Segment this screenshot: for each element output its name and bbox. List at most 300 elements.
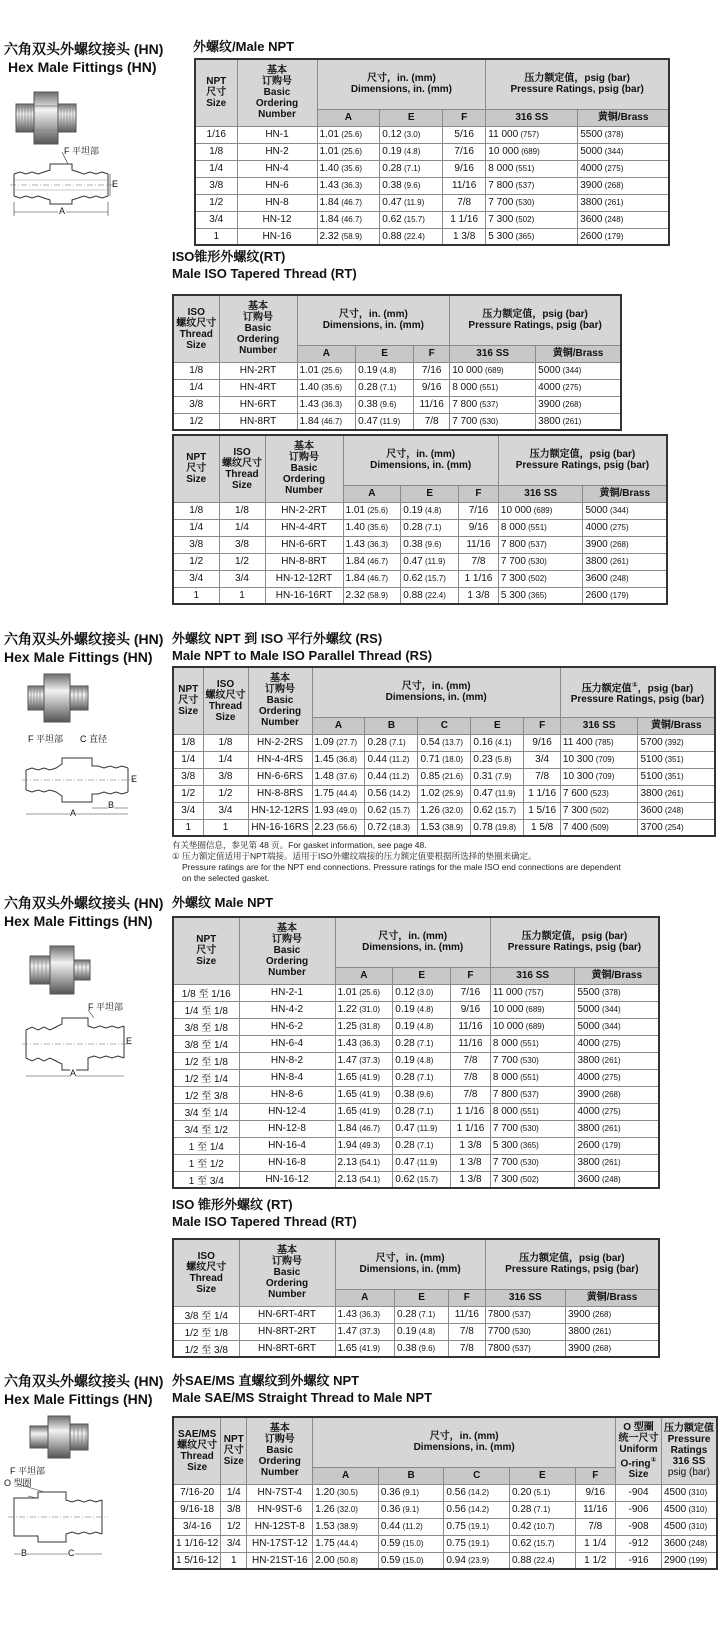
table-row <box>173 751 715 768</box>
table-cell: 1/2 <box>173 785 203 802</box>
table-cell: HN-6RT <box>219 396 297 413</box>
table-cell: 7/8 <box>451 1086 491 1103</box>
table-cell: 1 <box>219 587 265 604</box>
label-a: A <box>70 808 77 818</box>
table-cell: 9/16 <box>459 519 499 536</box>
table-cell: 1 <box>195 228 237 245</box>
table-row <box>173 1069 659 1086</box>
table-cell: 1 3/8 <box>451 1154 491 1171</box>
table-cell: 0.47 (11.9) <box>393 1154 451 1171</box>
table-cell: 0.20 (5.1) <box>510 1484 576 1501</box>
table-reducing-rt: ISO 螺纹尺寸 Thread Size 基本 订购号 Basic Ordering Number 尺寸，in. (mm) Dimensions, in. (mm) 压力额定值，psig (bar) Pressure Ratings, psig (bar) A E F 316 SS 黄铜/Brass 3/8 至 1/4 HN-6RT-4RT 1.43 (36.3) 0.28 (7.1) 11/16 7800 (537) 3900 (268) 1/2 至 1/8 HN-8RT-2RT 1.47 (37.3) 0.19 (4.8) 7/8 7700 (530) 3800 (261) 1/2 至 3/8 HN-8RT-6RT 1.65 (41.9) 0.38 (9.6) 7/8 7800 (537) 3900 (268) <box>172 1238 660 1358</box>
table-cell: 2600 (179) <box>583 587 667 604</box>
table-cell: 1/2 <box>221 1518 247 1535</box>
table-cell: 1.01 (25.6) <box>317 143 380 160</box>
table-cell: 9/16-18 <box>173 1501 221 1518</box>
table-cell: 0.38 (9.6) <box>393 1086 451 1103</box>
table-cell: 0.88 (22.4) <box>380 228 443 245</box>
table-row <box>173 1001 659 1018</box>
table-row <box>195 194 669 211</box>
table-cell: 3/4 <box>524 751 561 768</box>
table-cell: 5100 (351) <box>638 751 715 768</box>
table-cell: 0.75 (19.1) <box>444 1518 510 1535</box>
table-cell: 8 000 (551) <box>486 160 578 177</box>
table-cell: 3900 (268) <box>565 1340 659 1357</box>
table-cell: 1.43 (36.3) <box>317 177 380 194</box>
table-cell: 0.19 (4.8) <box>393 1052 451 1069</box>
table-cell: 1 3/8 <box>459 587 499 604</box>
table-cell: 0.38 (9.6) <box>380 177 443 194</box>
table-reducing-npt: NPT 尺寸 Size 基本 订购号 Basic Ordering Number 尺寸，in. (mm) Dimensions, in. (mm) 压力额定值，psig (bar) Pressure Ratings, psig (bar) A E F 316 SS 黄铜/Brass 1/8 至 1/16 HN-2-1 1.01 (25.6) 0.12 (3.0) 7/16 11 000 (757) 5500 (378) 1/4 至 1/8 HN-4-2 1.22 (31.0) 0.19 (4.8) 9/16 10 000 (689) 5000 (344) 3/8 至 1/8 HN-6-2 1.25 (31.8) 0.19 (4.8) 11/16 10 000 (689) 5000 (344) 3/8 至 1/4 HN-6-4 1.43 (36.3) 0.28 (7.1) 11/16 8 000 (551) 4000 (275) 1/2 至 1/8 HN-8-2 1.47 (37.3) 0.19 (4.8) 7/8 7 700 (530) 3800 (261) 1/2 至 1/4 HN-8-4 1.65 (41.9) 0.28 (7.1) 7/8 8 000 (551) 4000 (275) 1/2 至 3/8 HN-8-6 1.65 (41.9) 0.38 (9.6) 7/8 7 800 (537) 3900 (268) 3/4 至 1/4 HN-12-4 1.65 (41.9) 0.28 (7.1) 1 1/16 8 000 (551) 4000 (275) 3/4 至 1/2 HN-12-8 1.84 (46.7) 0.47 (11.9) 1 1/16 7 700 (530) 3800 (261) 1 至 1/4 HN-16-4 1.94 (49.3) 0.28 (7.1) 1 3/8 5 300 (365) 2600 (179) 1 至 1/2 HN-16-8 2.13 (54.1) 0.47 (11.9) 1 3/8 7 700 (530) 3800 (261) 1 至 3/4 HN-16-12 2.13 (54.1) 0.62 (15.7) 1 3/8 7 300 (502) 3600 (248) <box>172 916 660 1189</box>
label-a: A <box>59 206 66 216</box>
table-cell: 2.32 (58.9) <box>343 587 401 604</box>
table-cell: 5000 (344) <box>575 1018 659 1035</box>
table-iso-rt: ISO 螺纹尺寸 Thread Size 基本 订购号 Basic Ordering Number 尺寸，in. (mm) Dimensions, in. (mm) 压力额定值，psig (bar) Pressure Ratings, psig (bar) A E F 316 SS 黄铜/Brass 1/8 HN-2RT 1.01 (25.6) 0.19 (4.8) 7/16 10 000 (689) 5000 (344) 1/4 HN-4RT 1.40 (35.6) 0.28 (7.1) 9/16 8 000 (551) 4000 (275) 3/8 HN-6RT 1.43 (36.3) 0.38 (9.6) 11/16 7 800 (537) 3900 (268) 1/2 HN-8RT 1.84 (46.7) 0.47 (11.9) 7/8 7 700 (530) 3800 (261) <box>172 294 622 431</box>
table-cell: 1 1/2 <box>575 1552 615 1569</box>
table-cell: 1.93 (49.0) <box>312 802 365 819</box>
table-cell: 1 至 1/4 <box>173 1137 239 1154</box>
table-cell: 3/8 <box>173 396 219 413</box>
table-cell: 0.38 (9.6) <box>395 1340 449 1357</box>
table-cell: 0.44 (11.2) <box>365 751 418 768</box>
table-cell: 1.40 (35.6) <box>343 519 401 536</box>
table-cell: HN-2RT <box>219 362 297 379</box>
table-cell: HN-16-12 <box>239 1171 335 1188</box>
table-row <box>173 519 667 536</box>
table-cell: 5000 (344) <box>578 143 669 160</box>
table-cell: HN-4 <box>237 160 317 177</box>
table-cell: 4500 (310) <box>662 1518 718 1535</box>
table-cell: 7/8 <box>414 413 450 430</box>
table-row <box>173 1518 717 1535</box>
table-cell: 11/16 <box>451 1035 491 1052</box>
table-cell: HN-8RT-2RT <box>239 1323 335 1340</box>
table-row <box>173 413 621 430</box>
table-cell: 7/16 <box>443 143 486 160</box>
table-cell: 1.84 (46.7) <box>317 211 380 228</box>
table-row <box>173 1137 659 1154</box>
table-cell: 1.65 (41.9) <box>335 1086 393 1103</box>
table-cell: 1.65 (41.9) <box>335 1069 393 1086</box>
table-cell: -904 <box>616 1484 662 1501</box>
table-cell: 1.84 (46.7) <box>335 1120 393 1137</box>
table-cell: 1 1/16 <box>459 570 499 587</box>
table-cell: HN-6-2 <box>239 1018 335 1035</box>
table-cell: 9/16 <box>451 1001 491 1018</box>
table2-title: ISO 锥形外螺纹 (RT) Male ISO Tapered Thread (RT) <box>172 1197 357 1229</box>
table-npt-iso-rt: NPT 尺寸 Size ISO 螺纹尺寸 Thread Size 基本 订购号 Basic Ordering Number 尺寸，in. (mm) Dimensions, in. (mm) 压力额定值，psig (bar) Pressure Ratings, psig (bar) A E F 316 SS 黄铜/Brass 1/8 1/8 HN-2-2RT 1.01 (25.6) 0.19 (4.8) 7/16 10 000 (689) 5000 (344) 1/4 1/4 HN-4-4RT 1.40 (35.6) 0.28 (7.1) 9/16 8 000 (551) 4000 (275) 3/8 3/8 HN-6-6RT 1.43 (36.3) 0.38 (9.6) 11/16 7 800 (537) 3900 (268) 1/2 1/2 HN-8-8RT 1.84 (46.7) 0.47 (11.9) 7/8 7 700 (530) 3800 (261) 3/4 3/4 HN-12-12RT 1.84 (46.7) 0.62 (15.7) 1 1/16 7 300 (502) 3600 (248) 1 1 HN-16-16RT 2.32 (58.9) 0.88 (22.4) 1 3/8 5 300 (365) 2600 (179) <box>172 434 668 605</box>
table-cell: 7 600 (523) <box>560 785 638 802</box>
table-row <box>173 1154 659 1171</box>
table-cell: 0.78 (19.8) <box>471 819 524 836</box>
table-cell: 10 000 (689) <box>490 1018 575 1035</box>
table-cell: 1/8 <box>195 143 237 160</box>
label-f: F 平坦部 <box>28 734 63 744</box>
table-cell: 7/8 <box>575 1518 615 1535</box>
note-pressure-en: Pressure ratings are for the NPT end connections. Pressure ratings for the male ISO end connections are dependent <box>182 862 621 872</box>
table-cell: HN-2 <box>237 143 317 160</box>
table-cell: 1 5/8 <box>524 819 561 836</box>
table-cell: 9/16 <box>443 160 486 177</box>
table-cell: 1/16 <box>195 126 237 143</box>
table-cell: 8 000 (551) <box>490 1103 575 1120</box>
table-cell: HN-12-4 <box>239 1103 335 1120</box>
h-order: 基本 订购号 Basic Ordering Number <box>237 59 317 126</box>
label-f: F 平坦部 <box>88 1002 123 1012</box>
h-pressure: 压力额定值，psig (bar) Pressure Ratings, psig (bar) <box>486 59 669 109</box>
table-cell: 7 800 (537) <box>450 396 536 413</box>
table-cell: 11 000 (757) <box>490 984 575 1001</box>
table-cell: HN-6-6RS <box>248 768 312 785</box>
table-cell: 3900 (268) <box>575 1086 659 1103</box>
table-cell: 11/16 <box>459 536 499 553</box>
note-gasket: 有关垫圈信息，参见第 48 页。For gasket information, see page 48. <box>172 840 427 850</box>
table-cell: 3/8 <box>203 768 248 785</box>
table-sae-npt: SAE/MS 螺纹尺寸 Thread Size NPT 尺寸 Size 基本 订购号 Basic Ordering Number 尺寸，in. (mm) Dimensions, in. (mm) O 型圈 统一尺寸 Uniform O-ring① Size 压力额定值 Pressure Ratings 316 SS psig (bar) A B C E F 7/16-20 1/4 HN-7ST-4 1.20 (30.5) 0.36 (9.1) 0.56 (14.2) 0.20 (5.1) 9/16 -904 4500 (310) 9/16-18 3/8 HN-9ST-6 1.26 (32.0) 0.36 (9.1) 0.56 (14.2) 0.28 (7.1) 11/16 -906 4500 (310) 3/4-16 1/2 HN-12ST-8 1.53 (38.9) 0.44 (11.2) 0.75 (19.1) 0.42 (10.7) 7/8 -908 4500 (310) 1 1/16-12 3/4 HN-17ST-12 1.75 (44.4) 0.59 (15.0) 0.75 (19.1) 0.62 (15.7) 1 1/4 -912 3600 (248) 1 5/16-12 1 HN-21ST-16 2.00 (50.8) 0.59 (15.0) 0.94 (23.9) 0.88 (22.4) 1 1/2 -916 2900 (199) <box>172 1416 718 1570</box>
table-cell: 1/2 至 3/8 <box>173 1086 239 1103</box>
table-cell: 3900 (268) <box>536 396 621 413</box>
table-cell: 4000 (275) <box>575 1035 659 1052</box>
table-cell: 1.45 (36.8) <box>312 751 365 768</box>
table-cell: 3600 (248) <box>578 211 669 228</box>
table-cell: 3/4 <box>173 570 219 587</box>
table-row <box>173 553 667 570</box>
table-cell: 0.47 (11.9) <box>393 1120 451 1137</box>
label-a: A <box>70 1068 77 1078</box>
table-row <box>173 502 667 519</box>
table-row <box>173 1052 659 1069</box>
table-cell: 3700 (254) <box>638 819 715 836</box>
table-cell: 11/16 <box>449 1306 486 1323</box>
table-cell: 10 000 (689) <box>498 502 583 519</box>
table-cell: 1 3/8 <box>451 1137 491 1154</box>
fitting-photo <box>22 670 94 726</box>
table-cell: 0.23 (5.8) <box>471 751 524 768</box>
table-cell: 1/8 <box>219 502 265 519</box>
table-cell: 0.12 (3.0) <box>380 126 443 143</box>
table-cell: 1.84 (46.7) <box>343 570 401 587</box>
table-cell: HN-12ST-8 <box>247 1518 313 1535</box>
note-pressure-cn: ① 压力额定值适用于NPT端接。适用于ISO外螺纹端接的压力额定值要根据所选择的垫圈来确定。 <box>172 851 537 861</box>
table-cell: 7800 (537) <box>485 1340 565 1357</box>
table-cell: 0.28 (7.1) <box>356 379 414 396</box>
table-row <box>195 228 669 245</box>
table-cell: 1 3/8 <box>443 228 486 245</box>
table-cell: 1 <box>221 1552 247 1569</box>
table-cell: 1 至 3/4 <box>173 1171 239 1188</box>
table-cell: 5/16 <box>443 126 486 143</box>
table-cell: 0.28 (7.1) <box>401 519 459 536</box>
table-cell: 7/8 <box>449 1323 486 1340</box>
table-cell: HN-16-16RS <box>248 819 312 836</box>
table-cell: 3900 (268) <box>578 177 669 194</box>
table-cell: HN-1 <box>237 126 317 143</box>
table-cell: 1/4 <box>219 519 265 536</box>
table-cell: 3800 (261) <box>575 1052 659 1069</box>
table-cell: 7/8 <box>449 1340 486 1357</box>
section-title: 六角双头外螺纹接头 (HN) Hex Male Fittings (HN) <box>4 1373 164 1407</box>
table-row <box>173 984 659 1001</box>
table-cell: 0.19 (4.8) <box>393 1018 451 1035</box>
table-cell: 3/4 <box>195 211 237 228</box>
table-row <box>173 768 715 785</box>
section-title: 六角双头外螺纹接头 (HN) Hex Male Fittings (HN) <box>4 895 164 929</box>
table-npt-iso-rs: NPT 尺寸 Size ISO 螺纹尺寸 Thread Size 基本 订购号 Basic Ordering Number 尺寸，in. (mm) Dimensions, in. (mm) 压力额定值①，psig (bar) Pressure Ratings, psig (bar) A B C E F 316 SS 黄铜/Brass 1/8 1/8 HN-2-2RS 1.09 (27.7) 0.28 (7.1) 0.54 (13.7) 0.16 (4.1) 9/16 11 400 (785) 5700 (392) 1/4 1/4 HN-4-4RS 1.45 (36.8) 0.44 (11.2) 0.71 (18.0) 0.23 (5.8) 3/4 10 300 (709) 5100 (351) 3/8 3/8 HN-6-6RS 1.48 (37.6) 0.44 (11.2) 0.85 (21.6) 0.31 (7.9) 7/8 10 300 (709) 5100 (351) 1/2 1/2 HN-8-8RS 1.75 (44.4) 0.56 (14.2) 1.02 (25.9) 0.47 (11.9) 1 1/16 7 600 (523) 3800 (261) 3/4 3/4 HN-12-12RS 1.93 (49.0) 0.62 (15.7) 1.26 (32.0) 0.62 (15.7) 1 5/16 7 300 (502) 3600 (248) 1 1 HN-16-16RS 2.23 (56.6) 0.72 (18.3) 1.53 (38.9) 0.78 (19.8) 1 5/8 7 400 (509) 3700 (254) <box>172 666 716 837</box>
h-size: NPT 尺寸 Size <box>195 59 237 126</box>
table-cell: 1/8 至 1/16 <box>173 984 239 1001</box>
table-cell: HN-16 <box>237 228 317 245</box>
table-cell: 1/4 <box>203 751 248 768</box>
table-row <box>195 177 669 194</box>
table-cell: 1 3/8 <box>451 1171 491 1188</box>
table-cell: HN-9ST-6 <box>247 1501 313 1518</box>
section-subtitle: 外SAE/MS 直螺纹到外螺纹 NPT Male SAE/MS Straight Thread to Male NPT <box>172 1373 433 1405</box>
table-cell: 1/4 至 1/8 <box>173 1001 239 1018</box>
table-cell: HN-21ST-16 <box>247 1552 313 1569</box>
table-cell: 1 5/16 <box>524 802 561 819</box>
table-cell: 10 300 (709) <box>560 751 638 768</box>
table-cell: HN-12 <box>237 211 317 228</box>
table-cell: 1 <box>173 819 203 836</box>
table-cell: 3/4 <box>173 802 203 819</box>
table-cell: 0.71 (18.0) <box>418 751 471 768</box>
table-cell: HN-2-1 <box>239 984 335 1001</box>
table-row <box>173 1018 659 1035</box>
table-cell: 3/8 至 1/8 <box>173 1018 239 1035</box>
section-hn-male-npt <box>0 0 720 610</box>
table-row <box>173 396 621 413</box>
table-cell: 7/16 <box>414 362 450 379</box>
table-cell: 0.16 (4.1) <box>471 734 524 751</box>
table-cell: 5100 (351) <box>638 768 715 785</box>
table-cell: 0.42 (10.7) <box>510 1518 576 1535</box>
table-cell: 7/16 <box>459 502 499 519</box>
table-cell: 0.47 (11.9) <box>401 553 459 570</box>
notes <box>172 840 712 884</box>
label-f: F 平坦部 <box>10 1466 45 1476</box>
table-cell: 11/16 <box>443 177 486 194</box>
table-cell: 1/8 <box>173 502 219 519</box>
table-cell: 7 700 (530) <box>490 1154 575 1171</box>
fitting-drawing <box>22 996 142 1080</box>
table-cell: 7/8 <box>524 768 561 785</box>
table-cell: 0.62 (15.7) <box>401 570 459 587</box>
table-cell: 4000 (275) <box>575 1069 659 1086</box>
table-cell: 5 300 (365) <box>498 587 583 604</box>
label-e: E <box>131 774 138 784</box>
table-row <box>173 819 715 836</box>
table-cell: 3600 (248) <box>575 1171 659 1188</box>
table-cell: 7 800 (537) <box>490 1086 575 1103</box>
table-cell: 11/16 <box>414 396 450 413</box>
table-cell: 5500 (378) <box>575 984 659 1001</box>
table-cell: 1/4 <box>173 519 219 536</box>
table-cell: 0.28 (7.1) <box>393 1137 451 1154</box>
table-cell: 1/2 至 1/8 <box>173 1323 239 1340</box>
fitting-photo <box>26 1412 92 1462</box>
table-cell: 1.75 (44.4) <box>312 785 365 802</box>
table-cell: 11/16 <box>451 1018 491 1035</box>
table-cell: 7/8 <box>451 1052 491 1069</box>
table-cell: 4000 (275) <box>578 160 669 177</box>
table-cell: HN-4-2 <box>239 1001 335 1018</box>
table-cell: 0.19 (4.8) <box>380 143 443 160</box>
table-cell: 0.31 (7.9) <box>471 768 524 785</box>
table-cell: 7 700 (530) <box>498 553 583 570</box>
table-cell: HN-8-2 <box>239 1052 335 1069</box>
section-title-en: Hex Male Fittings (HN) <box>8 59 157 75</box>
table1-title: 外螺纹/Male NPT <box>193 39 295 54</box>
table-cell: 3/4 至 1/4 <box>173 1103 239 1120</box>
table-cell: 0.36 (9.1) <box>378 1484 444 1501</box>
table-cell: 0.54 (13.7) <box>418 734 471 751</box>
label-o: O 型圈 <box>4 1478 32 1488</box>
table-cell: 1/4 <box>173 751 203 768</box>
table-cell: 1.02 (25.9) <box>418 785 471 802</box>
table-cell: HN-12-12RS <box>248 802 312 819</box>
table-row <box>173 1035 659 1052</box>
table-cell: 3900 (268) <box>583 536 667 553</box>
table-cell: 1.25 (31.8) <box>335 1018 393 1035</box>
label-c: C <box>68 1548 75 1558</box>
table-cell: 1.84 (46.7) <box>317 194 380 211</box>
table-cell: HN-8 <box>237 194 317 211</box>
table-row <box>173 1552 717 1569</box>
table-cell: 0.56 (14.2) <box>444 1501 510 1518</box>
table-cell: -916 <box>616 1552 662 1569</box>
table-row <box>195 126 669 143</box>
table-cell: -906 <box>616 1501 662 1518</box>
table-row <box>173 536 667 553</box>
table-cell: 1.40 (35.6) <box>297 379 356 396</box>
label-e: E <box>126 1036 133 1046</box>
table-cell: 11/16 <box>575 1501 615 1518</box>
table-cell: 7/8 <box>451 1069 491 1086</box>
table-cell: 1/2 <box>219 553 265 570</box>
table-cell: 3/4 <box>221 1535 247 1552</box>
table-cell: 3800 (261) <box>565 1323 659 1340</box>
table-cell: 7700 (530) <box>485 1323 565 1340</box>
table-cell: 0.28 (7.1) <box>393 1069 451 1086</box>
table-cell: HN-8RT-6RT <box>239 1340 335 1357</box>
table-cell: 0.38 (9.6) <box>401 536 459 553</box>
table-row <box>195 143 669 160</box>
table-body <box>195 126 669 245</box>
table-cell: HN-8-8RS <box>248 785 312 802</box>
table-cell: 7 300 (502) <box>486 211 578 228</box>
table-cell: 11 400 (785) <box>560 734 638 751</box>
section-title: 六角双头外螺纹接头 (HN) Hex Male Fittings (HN) <box>4 631 164 665</box>
table-cell: 3800 (261) <box>578 194 669 211</box>
table-cell: 3/4 至 1/2 <box>173 1120 239 1137</box>
label-b: B <box>21 1548 28 1558</box>
table-cell: 1.47 (37.3) <box>335 1052 393 1069</box>
table-cell: -908 <box>616 1518 662 1535</box>
table-cell: 7 700 (530) <box>450 413 536 430</box>
table-cell: 1/4 <box>195 160 237 177</box>
table-cell: 3/8 <box>173 768 203 785</box>
table-cell: 0.12 (3.0) <box>393 984 451 1001</box>
table-cell: 5000 (344) <box>583 502 667 519</box>
table-cell: 11 000 (757) <box>486 126 578 143</box>
table-cell: HN-16-8 <box>239 1154 335 1171</box>
table-cell: 0.62 (15.7) <box>380 211 443 228</box>
table-cell: 1.22 (31.0) <box>335 1001 393 1018</box>
table-cell: 5 300 (365) <box>490 1137 575 1154</box>
table-cell: HN-4-4RS <box>248 751 312 768</box>
table-cell: 1 1/4 <box>575 1535 615 1552</box>
table-cell: HN-16-16RT <box>265 587 343 604</box>
table-cell: 3600 (248) <box>583 570 667 587</box>
label-e: E <box>112 179 119 189</box>
table-cell: 0.88 (22.4) <box>401 587 459 604</box>
table-cell: 3/4 <box>219 570 265 587</box>
table-cell: 10 000 (689) <box>486 143 578 160</box>
table-cell: 8 000 (551) <box>490 1069 575 1086</box>
table-cell: HN-8-6 <box>239 1086 335 1103</box>
fitting-photo <box>26 942 98 998</box>
table-cell: 3600 (248) <box>662 1535 718 1552</box>
table-cell: 1.43 (36.3) <box>297 396 356 413</box>
table-cell: 0.47 (11.9) <box>356 413 414 430</box>
section-hn-rs <box>0 620 720 890</box>
table-row <box>173 785 715 802</box>
table-cell: 0.19 (4.8) <box>356 362 414 379</box>
table-row <box>195 160 669 177</box>
table-cell: 1 <box>203 819 248 836</box>
table-cell: 3/8 <box>219 536 265 553</box>
table-cell: 3800 (261) <box>575 1154 659 1171</box>
table-cell: 2.32 (58.9) <box>317 228 380 245</box>
table-cell: 0.88 (22.4) <box>510 1552 576 1569</box>
table-cell: 4000 (275) <box>536 379 621 396</box>
table-cell: 0.47 (11.9) <box>380 194 443 211</box>
table-row <box>173 1323 659 1340</box>
table-cell: HN-16-4 <box>239 1137 335 1154</box>
table-cell: 7 300 (502) <box>498 570 583 587</box>
table-row <box>173 362 621 379</box>
table-cell: 0.28 (7.1) <box>393 1103 451 1120</box>
table-cell: 0.56 (14.2) <box>365 785 418 802</box>
table-cell: 0.28 (7.1) <box>510 1501 576 1518</box>
table-cell: 1.47 (37.3) <box>335 1323 395 1340</box>
section-hn-sae <box>0 1368 720 1638</box>
table-cell: 2900 (199) <box>662 1552 718 1569</box>
section-subtitle: 外螺纹 Male NPT <box>172 895 274 910</box>
table-cell: 3800 (261) <box>638 785 715 802</box>
table-cell: HN-6 <box>237 177 317 194</box>
table-row <box>173 587 667 604</box>
table-row <box>173 1171 659 1188</box>
table-cell: 1.01 (25.6) <box>317 126 380 143</box>
table-cell: 3800 (261) <box>536 413 621 430</box>
table-cell: 2.13 (54.1) <box>335 1171 393 1188</box>
table-cell: 0.36 (9.1) <box>378 1501 444 1518</box>
table-cell: 1.43 (36.3) <box>335 1035 393 1052</box>
table-cell: 1 1/16 <box>443 211 486 228</box>
table-cell: 1.65 (41.9) <box>335 1103 393 1120</box>
table-cell: 0.75 (19.1) <box>444 1535 510 1552</box>
table-cell: 0.59 (15.0) <box>378 1535 444 1552</box>
table-cell: 3/4-16 <box>173 1518 221 1535</box>
table-cell: HN-4-4RT <box>265 519 343 536</box>
table-cell: 1 1/16 <box>451 1103 491 1120</box>
table-cell: 10 000 (689) <box>490 1001 575 1018</box>
table-row <box>173 734 715 751</box>
table-cell: HN-6-6RT <box>265 536 343 553</box>
table-cell: 3800 (261) <box>575 1120 659 1137</box>
table-cell: 2600 (179) <box>575 1137 659 1154</box>
